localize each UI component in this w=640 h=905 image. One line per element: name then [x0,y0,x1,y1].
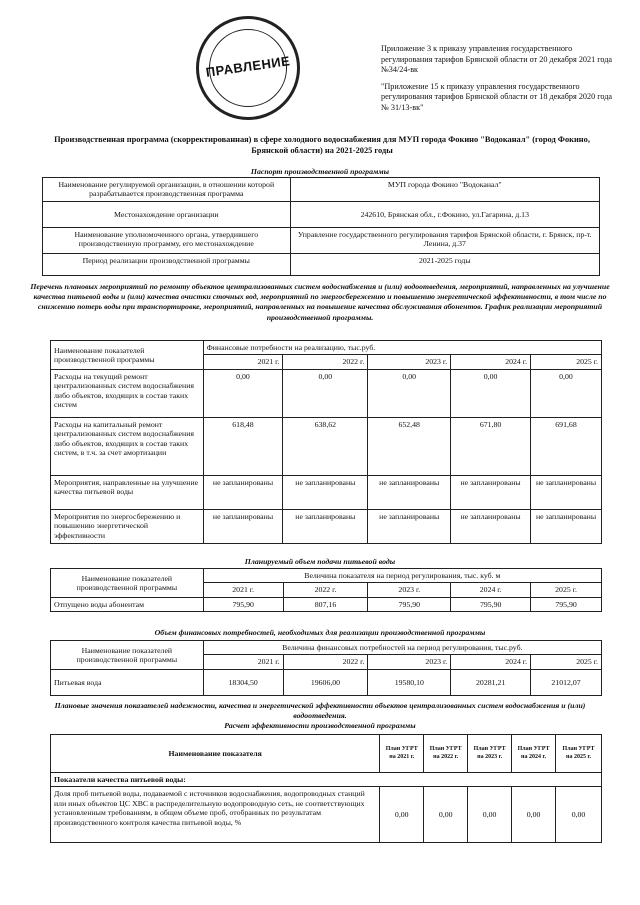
measures-heading-text: Перечень плановых мероприятий по ремонту объектов централизованных систем водоснабжения и (или) водоотведения, мероприятий, направленных на улучшение качества питьевой воды и (или) качества очистки сточных вод, мероприятий по энергосбережению и повышению энергетической эффективности, в том числе по снижению потерь воды при транспортировке, мероприятий, направленных на повышение качества обслуживания абонентов. [30,282,610,312]
year-header: 2023 г. [368,583,451,597]
document-title: Производственная программа (скорректированная) в сфере холодного водоснабжения для МУП города Фокино "Водоканал" (город Фокино, Брянской области) на 2021-2025 годы [54,135,590,155]
finance-heading: Объем финансовых потребностей, необходимых для реализации производственной программы [154,628,486,637]
cell-value: 0,00 [451,369,531,417]
cell-value: не запланированы [451,475,531,509]
passport-label: Местонахождение организации [43,202,291,228]
cell-value: 0,00 [368,369,451,417]
passport-value: 242610, Брянская обл., г.Фокино, ул.Гагарина, д.13 [290,202,599,228]
table-header-row [51,569,602,583]
cell-value: 0,00 [283,369,368,417]
measures-table [50,340,602,544]
cell-value: 19580,10 [368,669,451,695]
plan-header: План УГРТ на 2023 г. [468,735,512,773]
indicators-table [50,734,602,843]
cell-value: 618,48 [203,417,283,475]
passport-label: Период реализации производственной программы [43,254,291,276]
cell-value: 20281,21 [451,669,531,695]
indicators-col-label: Наименование показателя [51,735,380,773]
table-row [51,475,602,509]
row-label: Мероприятия, направленные на улучшение качества питьевой воды [51,475,204,509]
cell-value: не запланированы [368,475,451,509]
indicators-heading-text: Плановые значения показателей надежности, качества и энергетической эффективности объектов централизованных систем водоснабжения и (или) водоотведения. [54,701,586,721]
year-header: 2024 г. [451,355,531,369]
year-header: 2022 г. [283,655,368,669]
row-label: Расходы на капитальный ремонт централизованных систем водоснабжения либо объектов, входящих в состав таких систем, в т.ч. за счет амортизации [51,417,204,475]
plan-header: План УГРТ на 2024 г. [512,735,556,773]
measures-heading [30,282,610,323]
table-row [43,202,600,228]
appendix-line-1: Приложение 3 к приказу управления государственного регулирования тарифов Брянской области от 20 декабря 2021 года №34/24-вк [381,44,613,74]
year-header: 2023 г. [368,355,451,369]
cell-value: 638,62 [283,417,368,475]
appendix-note [381,44,616,119]
cell-value: 795,90 [531,597,602,611]
table-row [51,669,602,695]
table-header-row [51,341,602,355]
cell-value: не запланированы [203,509,283,543]
passport-table [42,177,600,276]
plan-header: План УГРТ на 2025 г. [556,735,602,773]
year-header: 2025 г. [531,583,602,597]
passport-heading: Паспорт производственной программы [250,167,390,176]
section-label: Показатели качества питьевой воды: [51,773,602,787]
table-header-row [51,641,602,655]
passport-value: МУП города Фокино "Водоканал" [290,178,599,202]
table-row [51,369,602,417]
passport-label: Наименование регулируемой организации, в отношении которой разрабатывается производственная программа [43,178,291,202]
table-row [43,228,600,254]
cell-value: 0,00 [468,787,512,843]
cell-value: не запланированы [531,475,602,509]
indicators-subheading: Расчет эффективности производственной программы [224,721,416,731]
appendix-line-2: "Приложение 15 к приказу управления государственного регулирования тарифов Брянской области от 18 декабря 2020 года № 31/13-вк" [381,81,613,112]
official-stamp [196,16,300,120]
cell-value: 0,00 [380,787,424,843]
volume-col-label: Наименование показателей производственной программы [51,569,204,598]
year-header: 2022 г. [283,355,368,369]
volume-table [50,568,602,612]
finance-col-group: Величина финансовых потребностей на период регулирования, тыс.руб. [203,641,601,655]
cell-value: 21012,07 [531,669,602,695]
passport-value: 2021-2025 годы [290,254,599,276]
cell-value: не запланированы [283,509,368,543]
passport-value: Управление государственного регулирования тарифов Брянской области, г. Брянск, пр-т. Ленина, д.37 [290,228,599,254]
row-label: Доля проб питьевой воды, подаваемой с источников водоснабжения, водопроводных станций или иных объектов ЦС ХВС в распределительную водопроводную сеть, не соответствующих установленным требованиям, в общем объеме проб, отобранных по результатам производственного контроля качества питьевой воды, % [51,787,380,843]
measures-col-label: Наименование показателей производственной программы [51,341,204,370]
table-row [43,178,600,202]
cell-value: 795,90 [451,597,531,611]
cell-value: 671,80 [451,417,531,475]
table-row [51,787,602,843]
cell-value: 0,00 [203,369,283,417]
year-header: 2022 г. [283,583,368,597]
section-row [51,773,602,787]
cell-value: не запланированы [368,509,451,543]
table-row [51,417,602,475]
stamp-text: ПРАВЛЕНИЕ [204,53,292,80]
table-row [43,254,600,276]
cell-value: 0,00 [556,787,602,843]
cell-value: 795,90 [368,597,451,611]
cell-value: 0,00 [424,787,468,843]
year-header: 2025 г. [531,355,602,369]
year-header: 2021 г. [203,583,283,597]
plan-header: План УГРТ на 2022 г. [424,735,468,773]
cell-value: 18304,50 [203,669,283,695]
measures-col-group: Финансовые потребности на реализацию, тыс.руб. [203,341,601,355]
volume-heading: Планируемый объем подачи питьевой воды [244,557,396,566]
year-header: 2021 г. [203,655,283,669]
table-row [51,597,602,611]
finance-col-label: Наименование показателей производственной программы [51,641,204,670]
measures-subheading: График реализации мероприятий производственной программы. [266,302,603,322]
year-header: 2025 г. [531,655,602,669]
table-row [51,509,602,543]
volume-col-group: Величина показателя на период регулирования, тыс. куб. м [203,569,601,583]
row-label: Мероприятия по энергосбережению и повышению энергетической эффективности [51,509,204,543]
year-header: 2021 г. [203,355,283,369]
cell-value: 795,90 [203,597,283,611]
table-header-row [51,735,602,773]
cell-value: 691,68 [531,417,602,475]
cell-value: 807,16 [283,597,368,611]
year-header: 2024 г. [451,583,531,597]
cell-value: 0,00 [512,787,556,843]
passport-label: Наименование уполномоченного органа, утвердившего производственную программу, его местонахождение [43,228,291,254]
finance-table [50,640,602,696]
plan-header: План УГРТ на 2021 г. [380,735,424,773]
cell-value: не запланированы [531,509,602,543]
cell-value: 19606,00 [283,669,368,695]
cell-value: 652,48 [368,417,451,475]
year-header: 2024 г. [451,655,531,669]
row-label: Отпущено воды абонентам [51,597,204,611]
year-header: 2023 г. [368,655,451,669]
cell-value: 0,00 [531,369,602,417]
cell-value: не запланированы [203,475,283,509]
row-label: Питьевая вода [51,669,204,695]
cell-value: не запланированы [283,475,368,509]
indicators-heading [30,701,610,732]
cell-value: не запланированы [451,509,531,543]
row-label: Расходы на текущий ремонт централизованных систем водоснабжения либо объектов, входящих в состав таких систем [51,369,204,417]
